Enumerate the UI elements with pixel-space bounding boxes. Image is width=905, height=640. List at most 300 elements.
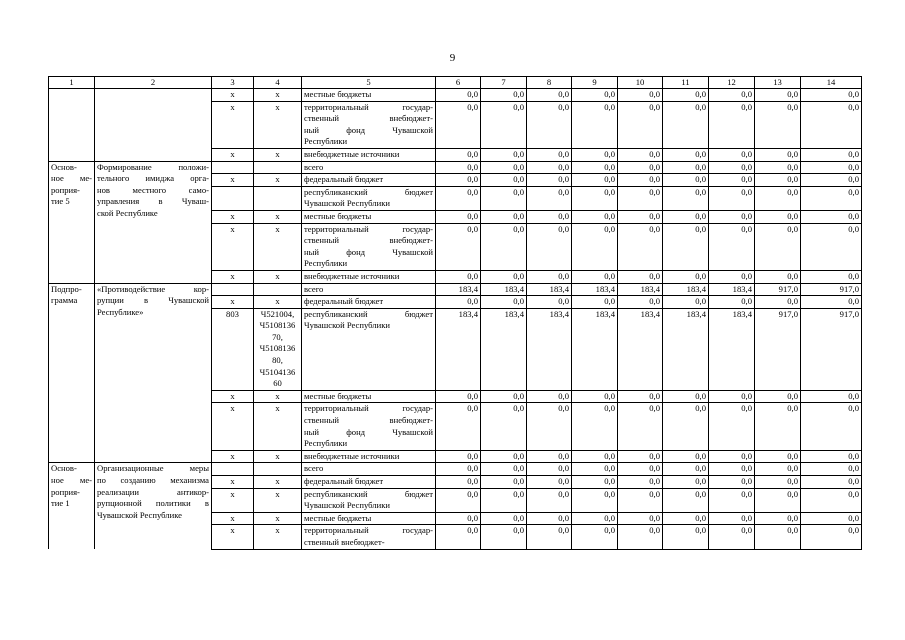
amount-cell: 183,4	[527, 283, 572, 296]
cell-line: республиканский бюджет	[304, 308, 433, 319]
amount-cell: 0,0	[436, 161, 481, 174]
funding-source-cell	[302, 403, 436, 450]
cell-line: внебюджетные источники	[304, 270, 400, 281]
cell-line: ской Республике	[97, 207, 158, 218]
amount-cell: 0,0	[481, 101, 527, 148]
cell-line: x	[275, 390, 280, 401]
amount-cell: 0,0	[801, 223, 862, 270]
amount-cell: 0,0	[755, 476, 801, 489]
amount-cell: 917,0	[755, 283, 801, 296]
amount-cell: 0,0	[709, 476, 755, 489]
amount-cell: 0,0	[527, 101, 572, 148]
column-number-1: 1	[49, 77, 95, 89]
amount-cell: 0,0	[663, 148, 709, 161]
amount-cell: 0,0	[755, 525, 801, 549]
cell-line: Ч5108136	[259, 320, 296, 331]
cell-line: по созданию механизма	[97, 475, 209, 485]
amount-cell: 0,0	[755, 89, 801, 102]
column-number-13: 13	[755, 77, 801, 89]
amount-cell: 0,0	[755, 296, 801, 309]
amount-cell: 0,0	[527, 210, 572, 223]
amount-cell: 0,0	[801, 525, 862, 549]
funding-source-cell	[302, 148, 436, 161]
cell-line: Ч521004,	[260, 308, 295, 319]
amount-cell: 0,0	[755, 174, 801, 187]
cell-line: x	[275, 148, 280, 159]
column-number-5: 5	[302, 77, 436, 89]
amount-cell: 183,4	[481, 308, 527, 390]
amount-cell: 0,0	[709, 450, 755, 463]
amount-cell: 0,0	[436, 270, 481, 283]
classification-code-cell	[254, 476, 302, 489]
amount-cell: 0,0	[755, 463, 801, 476]
amount-cell: 0,0	[663, 270, 709, 283]
amount-cell: 0,0	[801, 174, 862, 187]
amount-cell: 0,0	[572, 101, 618, 148]
amount-cell: 0,0	[663, 174, 709, 187]
amount-cell: 0,0	[527, 390, 572, 403]
amount-cell: 0,0	[481, 89, 527, 102]
column-number-3: 3	[212, 77, 254, 89]
amount-cell: 0,0	[618, 148, 663, 161]
amount-cell: 0,0	[481, 476, 527, 489]
cell-line: Подпро-	[51, 283, 82, 294]
admin-code-cell: x	[212, 450, 254, 463]
amount-cell: 0,0	[801, 296, 862, 309]
amount-cell: 0,0	[572, 270, 618, 283]
amount-cell: 0,0	[801, 89, 862, 102]
column-number-12: 12	[709, 77, 755, 89]
amount-cell: 0,0	[436, 101, 481, 148]
column-number-9: 9	[572, 77, 618, 89]
table-row	[49, 283, 862, 296]
amount-cell: 0,0	[801, 450, 862, 463]
admin-code-cell	[212, 283, 254, 296]
cell-line: рупции в Чувашской	[97, 295, 209, 306]
classification-code-cell	[254, 308, 302, 390]
amount-cell: 0,0	[755, 450, 801, 463]
amount-cell: 917,0	[755, 308, 801, 390]
amount-cell: 0,0	[527, 270, 572, 283]
table-row	[49, 161, 862, 174]
amount-cell: 0,0	[481, 463, 527, 476]
funding-source-cell	[302, 488, 436, 512]
classification-code-cell	[254, 403, 302, 450]
amount-cell: 0,0	[801, 512, 862, 525]
amount-cell: 0,0	[618, 296, 663, 309]
funding-source-cell	[302, 186, 436, 210]
funding-source-cell	[302, 89, 436, 102]
funding-source-cell	[302, 296, 436, 309]
amount-cell: 0,0	[436, 512, 481, 525]
amount-cell: 0,0	[618, 161, 663, 174]
classification-code-cell	[254, 463, 302, 476]
cell-line: федеральный бюджет	[304, 174, 384, 185]
amount-cell: 0,0	[801, 488, 862, 512]
amount-cell: 0,0	[618, 174, 663, 187]
funding-source-cell	[302, 512, 436, 525]
funding-source-cell	[302, 174, 436, 187]
cell-line: республиканский бюджет	[304, 488, 433, 499]
admin-code-cell: x	[212, 148, 254, 161]
amount-cell: 0,0	[527, 174, 572, 187]
cell-line: федеральный бюджет	[304, 296, 384, 307]
amount-cell: 183,4	[663, 283, 709, 296]
amount-cell: 0,0	[527, 148, 572, 161]
amount-cell: 0,0	[572, 390, 618, 403]
cell-line: Чувашской Республики	[304, 500, 390, 511]
amount-cell: 0,0	[618, 210, 663, 223]
row-description-cell	[95, 89, 212, 102]
classification-code-cell	[254, 161, 302, 174]
amount-cell: 0,0	[618, 390, 663, 403]
amount-cell: 0,0	[801, 186, 862, 210]
cell-line: Чувашской Республики	[304, 198, 390, 209]
amount-cell: 0,0	[527, 186, 572, 210]
cell-line: «Противодействие кор-	[97, 283, 209, 294]
cell-line: Республики	[304, 258, 348, 269]
amount-cell: 0,0	[527, 89, 572, 102]
amount-cell: 0,0	[572, 186, 618, 210]
amount-cell: 0,0	[527, 450, 572, 463]
amount-cell: 0,0	[436, 174, 481, 187]
amount-cell: 0,0	[572, 174, 618, 187]
amount-cell: 0,0	[709, 148, 755, 161]
amount-cell: 0,0	[436, 525, 481, 549]
amount-cell: 0,0	[481, 403, 527, 450]
admin-code-cell	[212, 463, 254, 476]
cell-line: x	[275, 488, 280, 499]
amount-cell: 0,0	[481, 174, 527, 187]
amount-cell: 0,0	[572, 210, 618, 223]
amount-cell: 0,0	[755, 161, 801, 174]
cell-line: роприя-	[51, 486, 80, 497]
cell-line: ственный внебюджет-	[304, 415, 433, 426]
amount-cell: 0,0	[436, 450, 481, 463]
row-description-cell	[95, 161, 212, 283]
amount-cell: 0,0	[663, 89, 709, 102]
admin-code-cell: x	[212, 488, 254, 512]
cell-line: внебюджетные источники	[304, 450, 400, 461]
table-row	[49, 463, 862, 476]
amount-cell: 0,0	[436, 476, 481, 489]
cell-line: x	[275, 296, 280, 307]
classification-code-cell	[254, 89, 302, 102]
amount-cell: 0,0	[572, 450, 618, 463]
amount-cell: 0,0	[481, 488, 527, 512]
amount-cell: 0,0	[663, 450, 709, 463]
amount-cell: 0,0	[663, 186, 709, 210]
amount-cell: 0,0	[709, 89, 755, 102]
amount-cell: 917,0	[801, 308, 862, 390]
admin-code-cell: x	[212, 403, 254, 450]
amount-cell: 183,4	[436, 308, 481, 390]
classification-code-cell	[254, 512, 302, 525]
cell-line: Организационные меры	[97, 463, 209, 474]
amount-cell: 0,0	[618, 488, 663, 512]
amount-cell: 183,4	[709, 283, 755, 296]
amount-cell: 0,0	[618, 101, 663, 148]
amount-cell: 0,0	[572, 525, 618, 549]
amount-cell: 0,0	[755, 512, 801, 525]
cell-line: федеральный бюджет	[304, 476, 384, 486]
budget-table	[48, 76, 862, 550]
cell-line: Ч5108136	[259, 343, 296, 354]
amount-cell: 0,0	[436, 89, 481, 102]
amount-cell: 0,0	[436, 148, 481, 161]
cell-line: x	[275, 450, 280, 461]
amount-cell: 183,4	[481, 283, 527, 296]
amount-cell: 0,0	[709, 161, 755, 174]
funding-source-cell	[302, 270, 436, 283]
column-number-8: 8	[527, 77, 572, 89]
amount-cell: 0,0	[481, 186, 527, 210]
amount-cell: 0,0	[709, 296, 755, 309]
amount-cell: 183,4	[618, 283, 663, 296]
cell-line: местные бюджеты	[304, 512, 372, 523]
cell-line: ственный внебюджет-	[304, 113, 433, 124]
cell-line: тие 5	[51, 196, 70, 207]
table-body	[49, 89, 862, 550]
amount-cell: 0,0	[481, 270, 527, 283]
cell-line: внебюджетные источники	[304, 148, 400, 159]
amount-cell: 0,0	[801, 463, 862, 476]
amount-cell: 0,0	[481, 210, 527, 223]
cell-line: республиканский бюджет	[304, 186, 433, 197]
amount-cell: 0,0	[572, 512, 618, 525]
amount-cell: 0,0	[527, 488, 572, 512]
cell-line: Чувашской Республике	[97, 509, 182, 520]
amount-cell: 0,0	[709, 186, 755, 210]
classification-code-cell	[254, 283, 302, 296]
admin-code-cell: 803	[212, 308, 254, 390]
cell-line: x	[275, 174, 280, 185]
cell-line: рупционной политики в	[97, 498, 209, 509]
amount-cell: 0,0	[527, 161, 572, 174]
admin-code-cell: x	[212, 89, 254, 102]
cell-line: всего	[304, 161, 324, 172]
amount-cell: 0,0	[663, 512, 709, 525]
amount-cell: 917,0	[801, 283, 862, 296]
amount-cell: 0,0	[755, 223, 801, 270]
amount-cell: 0,0	[801, 390, 862, 403]
admin-code-cell: x	[212, 476, 254, 489]
amount-cell: 0,0	[663, 403, 709, 450]
amount-cell: 0,0	[618, 463, 663, 476]
amount-cell: 0,0	[709, 525, 755, 549]
cell-line: тельного имиджа орга-	[97, 173, 209, 184]
cell-line: территориальный государ-	[304, 525, 433, 536]
funding-source-cell	[302, 390, 436, 403]
amount-cell: 183,4	[436, 283, 481, 296]
column-number-4: 4	[254, 77, 302, 89]
amount-cell: 0,0	[436, 488, 481, 512]
classification-code-cell	[254, 101, 302, 148]
cell-line: ственный внебюджет-	[304, 536, 385, 547]
cell-line: территориальный государ-	[304, 403, 433, 414]
column-number-row	[49, 77, 862, 89]
admin-code-cell	[212, 161, 254, 174]
cell-line: Ч5104136	[259, 366, 296, 377]
table-row	[49, 101, 862, 148]
amount-cell: 0,0	[663, 525, 709, 549]
amount-cell: 0,0	[663, 101, 709, 148]
row-description-cell	[95, 283, 212, 463]
amount-cell: 0,0	[709, 488, 755, 512]
funding-source-cell	[302, 283, 436, 296]
cell-line: ное ме-	[51, 475, 92, 485]
amount-cell: 0,0	[527, 525, 572, 549]
amount-cell: 0,0	[436, 403, 481, 450]
amount-cell: 0,0	[755, 210, 801, 223]
table-row	[49, 148, 862, 161]
amount-cell: 0,0	[572, 296, 618, 309]
cell-line: ный фонд Чувашской	[304, 124, 433, 135]
amount-cell: 0,0	[801, 270, 862, 283]
admin-code-cell: x	[212, 223, 254, 270]
amount-cell: 0,0	[436, 390, 481, 403]
amount-cell: 0,0	[527, 223, 572, 270]
cell-line: Чувашской Республики	[304, 320, 390, 331]
cell-line: x	[275, 223, 280, 234]
row-label-cell	[49, 148, 95, 161]
amount-cell: 0,0	[436, 210, 481, 223]
amount-cell: 0,0	[436, 186, 481, 210]
amount-cell: 0,0	[755, 148, 801, 161]
classification-code-cell	[254, 148, 302, 161]
row-label-cell	[49, 101, 95, 148]
column-number-10: 10	[618, 77, 663, 89]
cell-line: Республике»	[97, 306, 144, 317]
classification-code-cell	[254, 223, 302, 270]
cell-line: 80,	[272, 355, 283, 366]
cell-line: Республики	[304, 438, 348, 449]
amount-cell: 0,0	[663, 210, 709, 223]
cell-line: роприя-	[51, 184, 80, 195]
cell-line: местные бюджеты	[304, 89, 372, 99]
classification-code-cell	[254, 270, 302, 283]
amount-cell: 0,0	[572, 463, 618, 476]
cell-line: управления в Чуваш-	[97, 196, 209, 207]
amount-cell: 0,0	[801, 403, 862, 450]
amount-cell: 0,0	[572, 161, 618, 174]
amount-cell: 0,0	[481, 390, 527, 403]
amount-cell: 0,0	[527, 463, 572, 476]
cell-line: тие 1	[51, 498, 70, 509]
amount-cell: 0,0	[618, 476, 663, 489]
amount-cell: 0,0	[663, 476, 709, 489]
classification-code-cell	[254, 450, 302, 463]
funding-source-cell	[302, 463, 436, 476]
cell-line: грамма	[51, 295, 78, 306]
row-label-cell	[49, 89, 95, 102]
funding-source-cell	[302, 476, 436, 489]
amount-cell: 0,0	[618, 89, 663, 102]
admin-code-cell: x	[212, 174, 254, 187]
amount-cell: 0,0	[481, 525, 527, 549]
column-number-14: 14	[801, 77, 862, 89]
funding-source-cell	[302, 101, 436, 148]
amount-cell: 0,0	[755, 101, 801, 148]
amount-cell: 183,4	[618, 308, 663, 390]
amount-cell: 0,0	[481, 223, 527, 270]
funding-source-cell	[302, 525, 436, 549]
cell-line: Формирование положи-	[97, 161, 209, 172]
cell-line: ный фонд Чувашской	[304, 246, 433, 257]
row-description-cell	[95, 463, 212, 549]
amount-cell: 0,0	[572, 148, 618, 161]
amount-cell: 0,0	[709, 101, 755, 148]
cell-line: x	[275, 525, 280, 536]
amount-cell: 0,0	[481, 296, 527, 309]
admin-code-cell: x	[212, 210, 254, 223]
amount-cell: 183,4	[709, 308, 755, 390]
amount-cell: 0,0	[436, 223, 481, 270]
column-number-11: 11	[663, 77, 709, 89]
table-row	[49, 89, 862, 102]
cell-line: x	[275, 270, 280, 281]
amount-cell: 0,0	[527, 403, 572, 450]
amount-cell: 0,0	[618, 525, 663, 549]
amount-cell: 0,0	[572, 403, 618, 450]
amount-cell: 0,0	[709, 403, 755, 450]
cell-line: x	[275, 476, 280, 486]
cell-line: территориальный государ-	[304, 223, 433, 234]
amount-cell: 0,0	[572, 223, 618, 270]
cell-line: местные бюджеты	[304, 390, 372, 401]
amount-cell: 0,0	[481, 148, 527, 161]
amount-cell: 0,0	[801, 210, 862, 223]
amount-cell: 0,0	[618, 403, 663, 450]
amount-cell: 0,0	[709, 270, 755, 283]
admin-code-cell: x	[212, 101, 254, 148]
amount-cell: 0,0	[527, 476, 572, 489]
admin-code-cell: x	[212, 296, 254, 309]
amount-cell: 0,0	[618, 223, 663, 270]
amount-cell: 0,0	[709, 463, 755, 476]
amount-cell: 0,0	[801, 476, 862, 489]
amount-cell: 0,0	[801, 101, 862, 148]
admin-code-cell	[212, 186, 254, 210]
funding-source-cell	[302, 223, 436, 270]
amount-cell: 0,0	[801, 148, 862, 161]
amount-cell: 0,0	[663, 463, 709, 476]
amount-cell: 0,0	[755, 186, 801, 210]
cell-line: ный фонд Чувашской	[304, 426, 433, 437]
cell-line: Основ-	[51, 161, 77, 172]
column-number-2: 2	[95, 77, 212, 89]
amount-cell: 0,0	[618, 512, 663, 525]
admin-code-cell: x	[212, 525, 254, 549]
amount-cell: 0,0	[527, 512, 572, 525]
cell-line: x	[275, 512, 280, 523]
cell-line: Республики	[304, 136, 348, 147]
page-number: 9	[449, 52, 456, 64]
funding-source-cell	[302, 308, 436, 390]
classification-code-cell	[254, 525, 302, 549]
amount-cell: 183,4	[663, 308, 709, 390]
cell-line: местные бюджеты	[304, 210, 372, 221]
amount-cell: 183,4	[572, 308, 618, 390]
amount-cell: 0,0	[709, 512, 755, 525]
classification-code-cell	[254, 488, 302, 512]
cell-line: x	[275, 89, 280, 99]
amount-cell: 0,0	[436, 296, 481, 309]
amount-cell: 0,0	[527, 296, 572, 309]
amount-cell: 0,0	[572, 488, 618, 512]
cell-line: 60	[273, 378, 282, 389]
amount-cell: 0,0	[755, 270, 801, 283]
